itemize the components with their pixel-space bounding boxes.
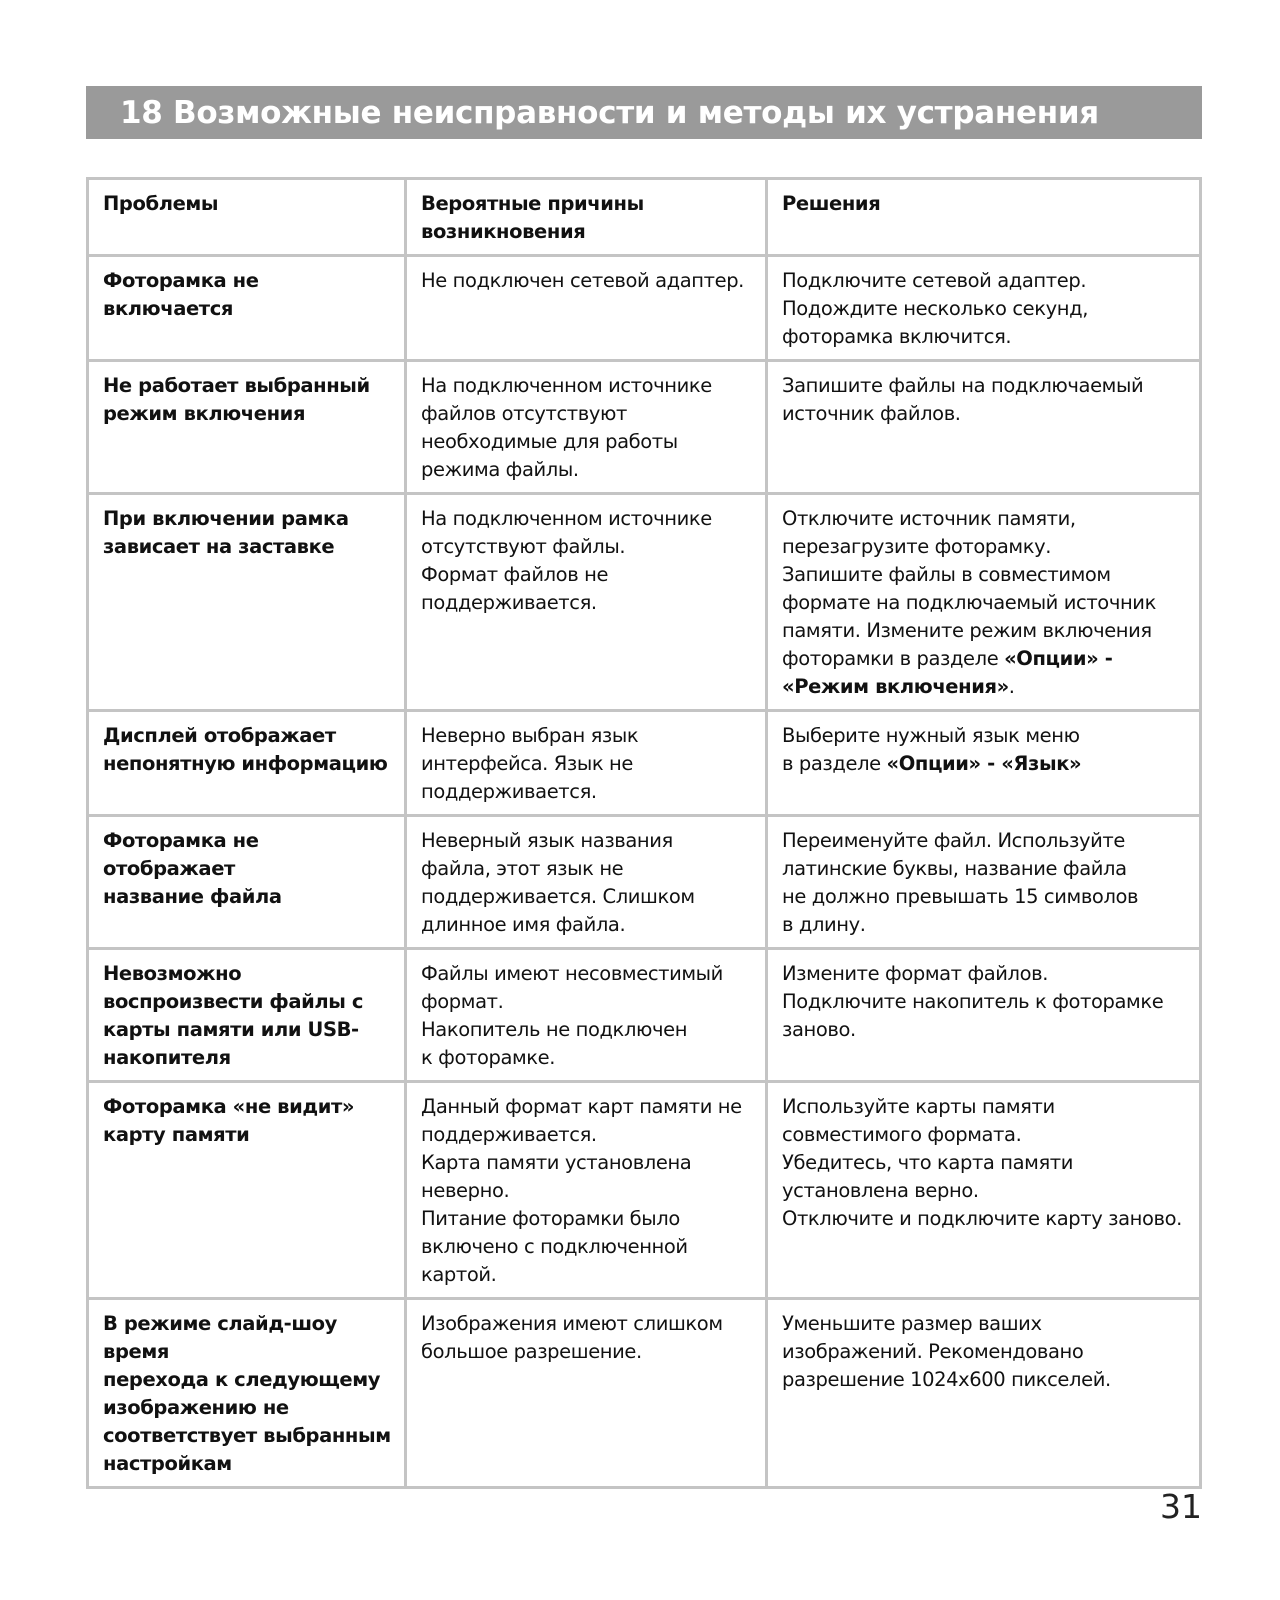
solution-cell <box>767 494 1201 711</box>
cause-cell: На подключенном источнике файлов отсутствуют необходимые для работы режима файлы. <box>406 361 767 494</box>
table-row <box>88 361 1201 494</box>
problem-cell: Не работает выбранный режим включения <box>88 361 406 494</box>
table-header-row <box>88 179 1201 256</box>
solution-text-end: . <box>1008 675 1015 698</box>
solution-cell: Подключите сетевой адаптер. Подождите несколько секунд, фоторамка включится. <box>767 256 1201 361</box>
problem-cell: В режиме слайд-шоу время перехода к следующему изображению не соответствует выбранным настройкам <box>88 1299 406 1488</box>
header-problems: Проблемы <box>88 179 406 256</box>
problem-cell: При включении рамка зависает на заставке <box>88 494 406 711</box>
cause-cell: На подключенном источнике отсутствуют файлы. Формат файлов не поддерживается. <box>406 494 767 711</box>
table-row <box>88 816 1201 949</box>
cause-cell: Изображения имеют слишком большое разрешение. <box>406 1299 767 1488</box>
problem-cell: Невозможно воспроизвести файлы с карты памяти или USB- накопителя <box>88 949 406 1082</box>
cause-cell: Файлы имеют несовместимый формат. Накопитель не подключен к фоторамке. <box>406 949 767 1082</box>
header-solutions: Решения <box>767 179 1201 256</box>
page-number: 31 <box>1160 1487 1202 1526</box>
solution-cell: Переименуйте файл. Используйте латинские буквы, название файла не должно превышать 15 символов в длину. <box>767 816 1201 949</box>
menu-path-options-language: «Опции» - «Язык» <box>886 752 1082 775</box>
cause-cell: Неверный язык названия файла, этот язык не поддерживается. Слишком длинное имя файла. <box>406 816 767 949</box>
solution-cell: Уменьшите размер ваших изображений. Рекомендовано разрешение 1024х600 пикселей. <box>767 1299 1201 1488</box>
solution-cell <box>767 711 1201 816</box>
solution-cell: Используйте карты памяти совместимого формата. Убедитесь, что карта памяти установлена верно. Отключите и подключите карту заново. <box>767 1082 1201 1299</box>
solution-cell: Измените формат файлов. Подключите накопитель к фоторамке заново. <box>767 949 1201 1082</box>
solution-text: Отключите источник памяти, перезагрузите фоторамку. Запишите файлы в совместимом формате на подключаемый источник памяти. Измените режим включения фоторамки в разделе <box>782 507 1156 670</box>
table-row <box>88 949 1201 1082</box>
section-title: 18 Возможные неисправности и методы их устранения <box>120 94 1099 131</box>
header-causes: Вероятные причины возникновения <box>406 179 767 256</box>
cause-cell: Не подключен сетевой адаптер. <box>406 256 767 361</box>
solution-cell: Запишите файлы на подключаемый источник файлов. <box>767 361 1201 494</box>
problem-cell: Дисплей отображает непонятную информацию <box>88 711 406 816</box>
table-row <box>88 1082 1201 1299</box>
cause-cell: Неверно выбран язык интерфейса. Язык не поддерживается. <box>406 711 767 816</box>
cause-cell: Данный формат карт памяти не поддерживается. Карта памяти установлена неверно. Питание фоторамки было включено с подключенной картой. <box>406 1082 767 1299</box>
table-row <box>88 1299 1201 1488</box>
problem-cell: Фоторамка не отображает название файла <box>88 816 406 949</box>
section-title-bar <box>86 86 1202 139</box>
table-row <box>88 256 1201 361</box>
problem-cell: Фоторамка «не видит» карту памяти <box>88 1082 406 1299</box>
problem-cell: Фоторамка не включается <box>88 256 406 361</box>
troubleshooting-table <box>86 177 1202 1489</box>
table-row <box>88 711 1201 816</box>
solution-text: Выберите нужный язык меню в разделе <box>782 724 1080 775</box>
table-row <box>88 494 1201 711</box>
menu-path-options-startup-mode: «Опции» - «Режим включения» <box>782 647 1113 698</box>
